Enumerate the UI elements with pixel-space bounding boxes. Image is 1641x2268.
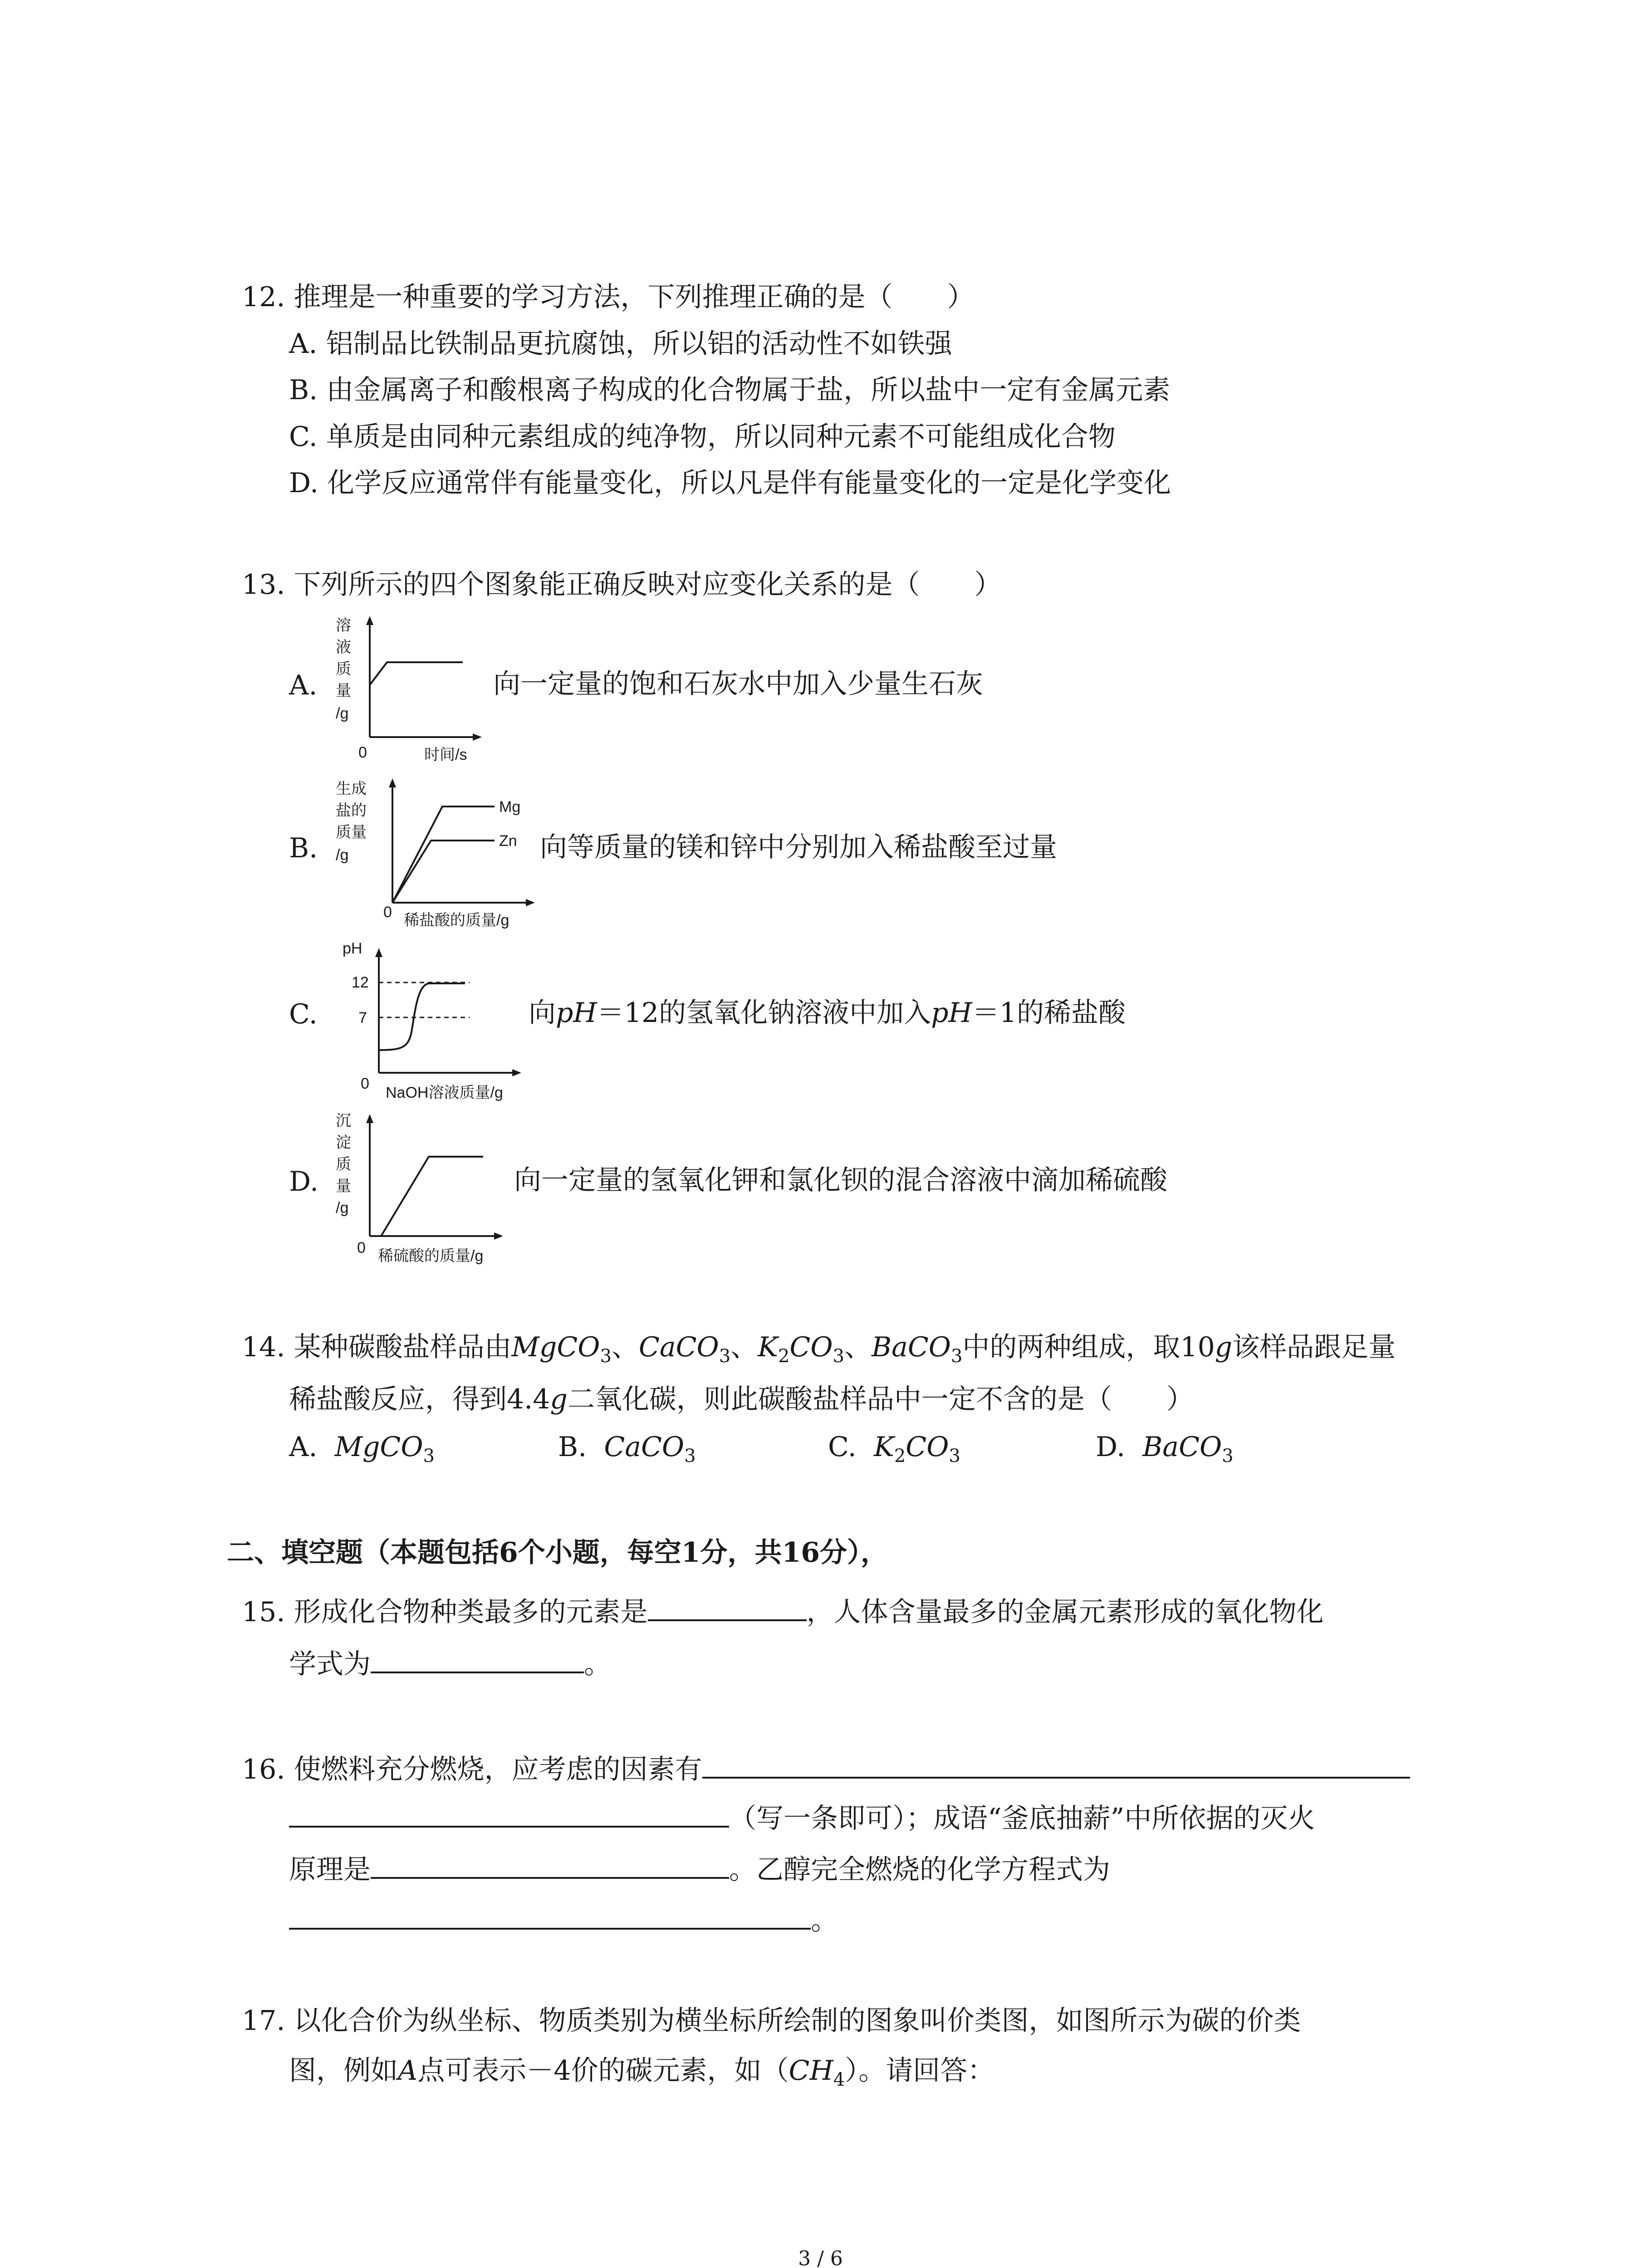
graph-a-ylabel-5: /g bbox=[336, 705, 349, 722]
q14-l1-g: g bbox=[1215, 1331, 1233, 1363]
q13-graph-b bbox=[333, 771, 538, 934]
q13-graph-a bbox=[333, 612, 483, 767]
page-number: 3 / 6 bbox=[798, 2247, 843, 2268]
q14-l1-d: 该样品跟足量 bbox=[1232, 1331, 1396, 1363]
q14-option-a-letter: A. bbox=[289, 1431, 318, 1463]
graph-d-ylabel-3: 质 bbox=[336, 1156, 351, 1173]
graph-c-tick-12: 12 bbox=[352, 974, 369, 991]
q12-option-b: B. 由金属离子和酸根离子构成的化合物属于盐，所以盐中一定有金属元素 bbox=[289, 374, 1171, 406]
graph-a-x-arrow bbox=[473, 733, 482, 741]
graph-c-ylabel: pH bbox=[343, 940, 362, 957]
graph-b-label-zn: Zn bbox=[499, 832, 517, 850]
graph-b-curve-mg bbox=[392, 807, 495, 903]
q13-option-d-desc: 向一定量的氢氧化钾和氯化钡的混合溶液中滴加稀硫酸 bbox=[514, 1164, 1167, 1196]
q14-line-2 bbox=[289, 1381, 1194, 1418]
q14-option-c: C. $K_2CO_3$ bbox=[828, 1431, 960, 1466]
q13-stem: 13. 下列所示的四个图象能正确反映对应变化关系的是（ ） bbox=[242, 569, 1002, 601]
graph-d-ylabel-4: 量 bbox=[336, 1178, 351, 1195]
q14-sep-2: 、 bbox=[730, 1331, 758, 1363]
q12-option-a: A. 铝制品比铁制品更抗腐蚀，所以铝的活动性不如铁强 bbox=[289, 328, 952, 360]
graph-b-label-mg: Mg bbox=[499, 798, 521, 816]
q15-line-2 bbox=[289, 1644, 611, 1682]
graph-d-xlabel: 稀硫酸的质量/g bbox=[378, 1247, 484, 1265]
q13-option-c-desc bbox=[529, 995, 1126, 1031]
q13-graph-d bbox=[333, 1107, 524, 1275]
q14-option-d: D. BaCO$_3$ bbox=[1096, 1431, 1234, 1466]
graph-b-origin: 0 bbox=[383, 904, 392, 921]
graph-d-x-arrow bbox=[494, 1232, 503, 1240]
q15-l1-a: 15. 形成化合物种类最多的元素是 bbox=[242, 1596, 648, 1628]
q14-l2-b: 二氧化碳，则此碳酸盐样品中一定不含的是（ ） bbox=[567, 1383, 1194, 1415]
graph-a-ylabel-1: 溶 bbox=[336, 617, 351, 634]
q16-blank-1-cont[interactable] bbox=[289, 1799, 729, 1828]
q15-l1-b: ，人体含量最多的金属元素形成的氧化物化 bbox=[806, 1596, 1324, 1628]
c-desc-pre: 向 bbox=[529, 997, 556, 1029]
q16-line-2 bbox=[289, 1799, 1315, 1837]
graph-b-ylabel-2: 盐的 bbox=[336, 802, 367, 819]
q15-l2-b: 。 bbox=[584, 1648, 611, 1680]
q14-l1-c: 中的两种组成，取10 bbox=[962, 1331, 1215, 1363]
graph-b-xlabel: 稀盐酸的质量/g bbox=[404, 912, 509, 929]
q15-l2-a: 学式为 bbox=[289, 1648, 371, 1680]
q16-l3-a: 原理是 bbox=[289, 1854, 371, 1886]
graph-b-x-arrow bbox=[526, 899, 535, 906]
graph-c-tick-7: 7 bbox=[358, 1009, 367, 1026]
q14-option-b-letter: B. bbox=[558, 1431, 587, 1463]
q14-option-a: A. MgCO$_3$ bbox=[289, 1431, 435, 1466]
q17-l2-c: ）。请回答： bbox=[845, 2055, 995, 2087]
graph-a-origin: 0 bbox=[358, 744, 367, 761]
q14-sep-3: 、 bbox=[844, 1331, 872, 1363]
graph-a-curve bbox=[370, 662, 463, 685]
q17-l2-a: 图，例如 bbox=[289, 2055, 398, 2087]
q16-l3-b: 。乙醇完全燃烧的化学方程式为 bbox=[729, 1854, 1110, 1886]
q13-option-b-desc: 向等质量的镁和锌中分别加入稀盐酸至过量 bbox=[540, 831, 1057, 863]
q12-option-c: C. 单质是由同种元素组成的纯净物，所以同种元素不可能组成化合物 bbox=[289, 421, 1116, 453]
q12-stem: 12. 推理是一种重要的学习方法，下列推理正确的是（ ） bbox=[242, 281, 975, 313]
graph-d-ylabel-5: /g bbox=[336, 1199, 349, 1217]
graph-c-xlabel: NaOH溶液质量/g bbox=[386, 1084, 503, 1101]
q16-line-3 bbox=[289, 1850, 1110, 1888]
graph-b-ylabel-1: 生成 bbox=[336, 780, 367, 797]
q16-line-4 bbox=[289, 1901, 838, 1939]
graph-d-ylabel-1: 沉 bbox=[336, 1112, 351, 1129]
graph-b-ylabel-3: 质量 bbox=[336, 824, 367, 841]
section-2-heading: 二、填空题（本题包括6个小题，每空1分，共16分）， bbox=[227, 1537, 888, 1569]
graph-c-y-arrow bbox=[375, 948, 382, 957]
q13-option-a-desc: 向一定量的饱和石灰水中加入少量生石灰 bbox=[493, 668, 983, 700]
q16-line-1 bbox=[242, 1750, 1410, 1788]
q14-option-c-letter: C. bbox=[828, 1431, 857, 1463]
q16-l1: 16. 使燃料充分燃烧，应考虑的因素有 bbox=[242, 1754, 702, 1785]
q14-option-b: B. CaCO$_3$ bbox=[558, 1431, 696, 1466]
q16-blank-1[interactable] bbox=[702, 1750, 1410, 1779]
q13-option-c-letter: C. bbox=[289, 998, 318, 1030]
q12-option-d: D. 化学反应通常伴有能量变化，所以凡是伴有能量变化的一定是化学变化 bbox=[289, 467, 1171, 499]
graph-a-ylabel-2: 液 bbox=[336, 639, 351, 656]
graph-d-ylabel-2: 淀 bbox=[336, 1134, 351, 1151]
graph-a-xlabel: 时间/s bbox=[424, 746, 467, 763]
q17-l2-b: 点可表示－4价的碳元素，如（ bbox=[417, 2055, 789, 2087]
q14-l2-g: g bbox=[550, 1383, 568, 1415]
q17-point-a: A bbox=[398, 2055, 418, 2087]
q14-sep-1: 、 bbox=[611, 1331, 639, 1363]
q14-l2-a: 稀盐酸反应，得到4.4 bbox=[289, 1383, 550, 1415]
c-desc-mid: ＝12的氢氧化钠溶液中加入 bbox=[597, 997, 931, 1029]
c-desc-ph1: pH bbox=[556, 997, 597, 1029]
graph-b-y-arrow bbox=[389, 778, 396, 787]
graph-c-x-arrow bbox=[512, 1069, 521, 1076]
c-desc-ph2: pH bbox=[931, 997, 972, 1029]
q17-line-1: 17. 以化合价为纵坐标、物质类别为横坐标所绘制的图象叫价类图，如图所示为碳的价类 bbox=[242, 2005, 1301, 2037]
c-desc-post: ＝1的稀盐酸 bbox=[972, 997, 1126, 1029]
graph-a-y-arrow bbox=[366, 616, 373, 625]
q17-line-2: 图，例如A点可表示－4价的碳元素，如$(CH_4)$。请回答： bbox=[289, 2055, 995, 2090]
graph-d-curve bbox=[381, 1157, 483, 1236]
q14-num: 14. bbox=[242, 1331, 285, 1363]
q16-l2: （写一条即可）；成语“釜底抽薪”中所依据的灭火 bbox=[729, 1803, 1315, 1834]
q15-blank-2[interactable] bbox=[371, 1644, 584, 1673]
q13-graph-c bbox=[333, 934, 533, 1107]
q15-line-1 bbox=[242, 1592, 1324, 1630]
q14-l1-a: 某种碳酸盐样品由 bbox=[294, 1331, 512, 1363]
graph-a-ylabel-4: 量 bbox=[336, 682, 351, 699]
graph-b-ylabel-4: /g bbox=[336, 846, 349, 864]
graph-c-origin: 0 bbox=[361, 1075, 369, 1092]
graph-d-origin: 0 bbox=[357, 1239, 366, 1256]
q13-option-b-letter: B. bbox=[289, 832, 318, 864]
q13-option-a-letter: A. bbox=[289, 670, 318, 701]
graph-a-ylabel-3: 质 bbox=[336, 660, 351, 678]
q14-option-d-letter: D. bbox=[1096, 1431, 1126, 1463]
q15-blank-1[interactable] bbox=[648, 1592, 807, 1621]
q13-option-d-letter: D. bbox=[289, 1166, 319, 1198]
q16-blank-3[interactable] bbox=[289, 1901, 811, 1930]
q16-blank-2[interactable] bbox=[371, 1850, 729, 1879]
q14-line-1: 14. 某种碳酸盐样品由MgCO$_3$、CaCO$_3$、$K_2CO_3$、BaCO$_3$中的两种组成，取10g该样品跟足量 bbox=[242, 1331, 1396, 1367]
q16-l4: 。 bbox=[811, 1905, 838, 1936]
graph-d-y-arrow bbox=[366, 1114, 373, 1123]
